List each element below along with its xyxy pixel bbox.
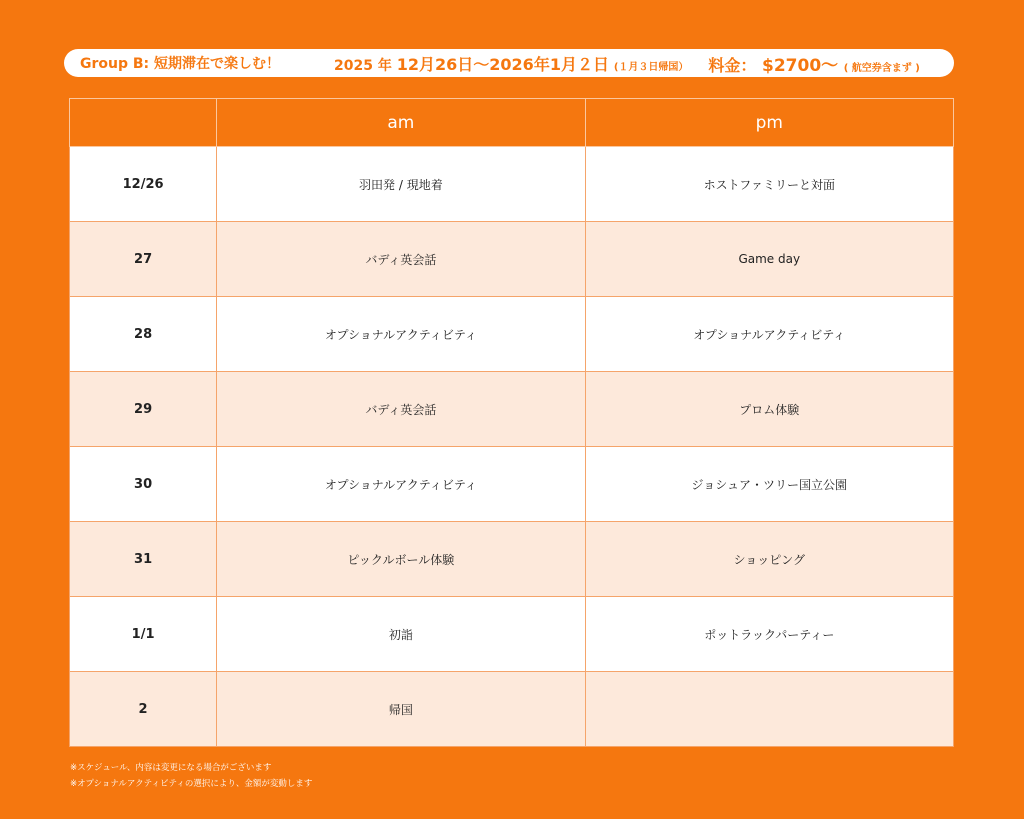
date-cell: 31 [70,522,217,597]
column-header-am: am [217,99,585,147]
header-bar [64,49,954,77]
program-year: 2025 年 [334,57,392,74]
table-row [70,672,954,747]
date-cell: 27 [70,222,217,297]
am-activity-cell: 帰国 [217,672,585,747]
return-date-note: (１月３日帰国） [613,61,689,73]
pm-activity-cell [585,672,953,747]
date-cell: 12/26 [70,147,217,222]
table-row [70,447,954,522]
table-row [70,372,954,447]
pm-activity-cell: プロム体験 [585,372,953,447]
price-value: $2700〜 [762,55,839,76]
table-header-row [70,99,954,147]
pm-activity-cell: ショッピング [585,522,953,597]
footnote-price-change: ※オプショナルアクティビティの選択により、金額が変動します [70,779,313,789]
date-cell: 28 [70,297,217,372]
date-cell: 2 [70,672,217,747]
price-note: ( 航空券含まず ) [843,62,920,74]
am-activity-cell: バディ英会話 [217,372,585,447]
table-row [70,297,954,372]
pm-activity-cell: ジョシュア・ツリー国立公園 [585,447,953,522]
pm-activity-cell: オプショナルアクティビティ [585,297,953,372]
table-row [70,522,954,597]
pm-activity-cell: ポットラックパーティー [585,597,953,672]
date-cell: 1/1 [70,597,217,672]
am-activity-cell: 初詣 [217,597,585,672]
am-activity-cell: バディ英会話 [217,222,585,297]
program-date-range: 12月26日〜2026年1月２日 [396,54,609,74]
column-header-pm: pm [585,99,953,147]
price-label: 料金： [708,55,757,75]
table-row [70,597,954,672]
am-activity-cell: オプショナルアクティビティ [217,447,585,522]
am-activity-cell: オプショナルアクティビティ [217,297,585,372]
am-activity-cell: ピックルボール体験 [217,522,585,597]
pm-activity-cell: Game day [585,222,953,297]
am-activity-cell: 羽田発 / 現地着 [217,147,585,222]
pm-activity-cell: ホストファミリーと対面 [585,147,953,222]
price-info [708,51,919,76]
table-row [70,147,954,222]
footnote-schedule-change: ※スケジュール、内容は変更になる場合がございます [70,763,272,773]
footnotes [70,760,312,792]
date-cell: 29 [70,372,217,447]
table-row [70,222,954,297]
date-cell: 30 [70,447,217,522]
program-title: Group B: 短期滞在で楽しむ！ [80,56,281,72]
schedule-table [69,98,954,747]
column-header-date [70,99,217,147]
program-dates [334,52,688,75]
